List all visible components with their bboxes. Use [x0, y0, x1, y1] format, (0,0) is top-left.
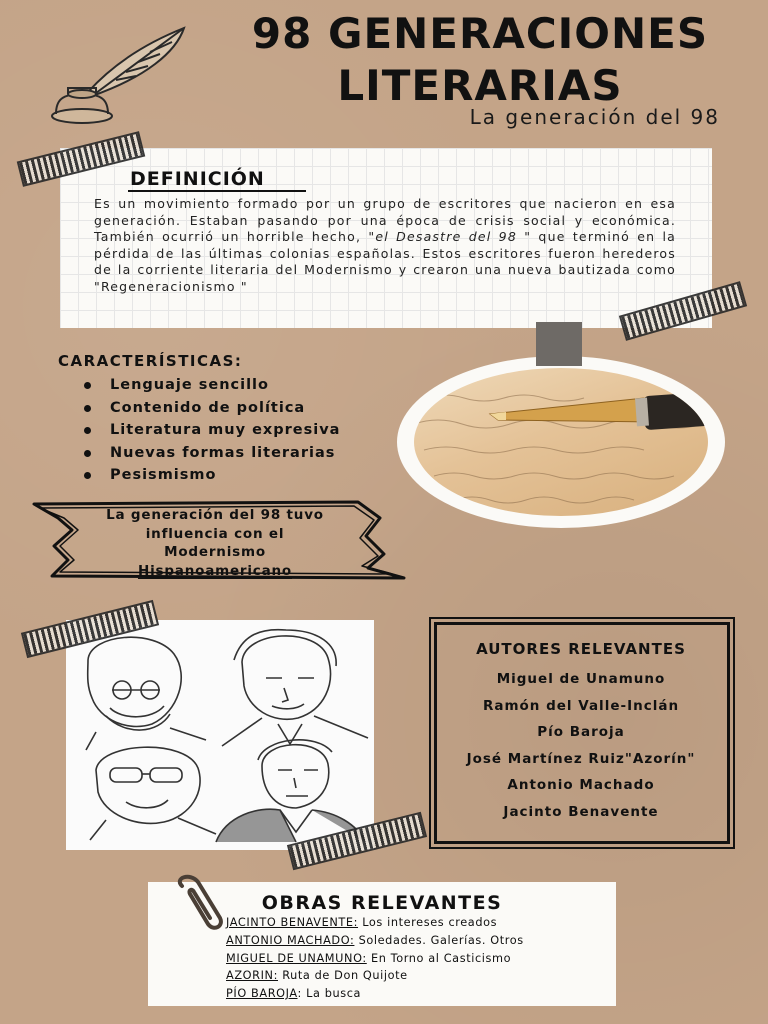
definition-text-italic: el Desastre del 98: [375, 229, 517, 245]
fountain-pen-photo: [414, 368, 708, 516]
work-author: AZORIN:: [226, 969, 278, 983]
tape-tab: [536, 322, 582, 366]
authors-heading: AUTORES RELEVANTES: [476, 640, 686, 658]
list-item: Jacinto Benavente: [503, 803, 659, 820]
work-title: En Torno al Casticismo: [366, 951, 512, 965]
list-item: Literatura muy expresiva: [84, 419, 340, 442]
works-heading: OBRAS RELEVANTES: [261, 892, 503, 914]
list-item: Miguel de Unamuno: [496, 671, 666, 687]
authors-list: [440, 666, 722, 826]
work-title: Los intereses creados: [358, 916, 498, 929]
characteristics-list: [84, 374, 340, 487]
influence-banner: [60, 506, 370, 580]
list-item: Ramón del Valle-Inclán: [482, 697, 680, 714]
work-title: Soledades. Galerías. Otros: [354, 933, 524, 947]
list-item: [226, 950, 524, 968]
banner-line: La generación del 98 tuvo: [106, 507, 324, 523]
work-title: Ruta de Don Quijote: [278, 969, 408, 983]
list-item: [226, 967, 524, 985]
work-title: : La busca: [297, 987, 362, 1001]
page-title: [210, 8, 750, 112]
list-item: [226, 932, 524, 950]
characteristics-heading: CARACTERÍSTICAS:: [58, 352, 243, 370]
list-item: Pesismismo: [84, 464, 340, 487]
definition-text-part1: Es un movimiento formado por un grupo de escritores que nacieron en esa generación. Estaban pasando por una época de crisis social y económica. También ocurrió un horrible hecho, ": [94, 196, 676, 245]
portrait-sketch: [86, 637, 206, 750]
definition-text-part2: " que terminó en la pérdida de las últimas colonias españolas. Estos escritores fueron herederos de la corriente literaria del Modernismo y crearon una nueva bautizada como "Regeneracionismo ": [94, 229, 677, 294]
list-item: [226, 914, 524, 932]
quill-inkwell-icon: [26, 22, 190, 126]
list-item: Nuevas formas literarias: [84, 442, 340, 465]
work-author: ANTONIO MACHADO:: [226, 933, 355, 947]
list-item: José Martínez Ruiz"Azorín": [466, 750, 696, 767]
list-item: Antonio Machado: [507, 777, 655, 794]
list-item: Lenguaje sencillo: [84, 374, 340, 397]
work-author: JACINTO BENAVENTE:: [226, 916, 359, 929]
work-author: MIGUEL DE UNAMUNO:: [226, 951, 367, 965]
portrait-sketch: [222, 630, 368, 746]
banner-line: Modernismo: [164, 544, 266, 560]
definition-heading: DEFINICIÓN: [130, 168, 265, 190]
list-item: [226, 985, 524, 1003]
definition-text: [94, 196, 676, 296]
list-item: Pío Baroja: [537, 724, 625, 741]
heading-underline: [128, 190, 306, 192]
banner-line: influencia con el: [145, 525, 285, 542]
portrait-sketch: [216, 740, 366, 842]
work-author: PÍO BAROJA: [226, 987, 298, 1001]
subtitle: La generación del 98: [469, 105, 720, 129]
works-list: [226, 914, 524, 1003]
author-portraits: [66, 620, 374, 850]
title-line-2: LITERARIAS: [337, 61, 623, 110]
banner-line: Hispanoamericano: [137, 562, 293, 579]
portrait-sketch: [90, 747, 216, 840]
list-item: Contenido de política: [84, 397, 340, 420]
title-line-1: 98 GENERACIONES: [251, 9, 709, 58]
